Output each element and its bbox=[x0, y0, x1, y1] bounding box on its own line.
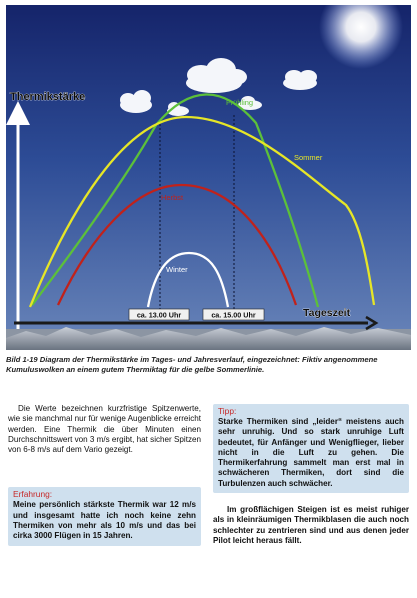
time-marker-label-1300: ca. 13.00 Uhr bbox=[136, 310, 182, 320]
experience-box-text: Meine persönlich stärkste Thermik war 12 m/s und insgesamt hatte ich noch keine zehn Thermiken von mehr als 10 m/s und das bei cirka 3000 Flügen in 15 Jahren. bbox=[13, 500, 196, 541]
x-axis-label: Tageszeit bbox=[303, 307, 351, 319]
label-fruehling: Frühling bbox=[226, 98, 254, 107]
cloud-icon bbox=[283, 70, 317, 90]
tip-box-text: Starke Thermiken sind „leider“ meistens auch sehr unruhig. Und so stark unruhige Luft bedeutet, für Anfänger und Wenigflieger, lieber nicht in die Luft zu gehen. Die Thermikerfahrung sammelt man erst mal in schwächeren Thermiken, dort sind die Turbulenzen auch schwächer. bbox=[218, 417, 404, 488]
tip-box bbox=[213, 404, 409, 493]
experience-box-title: Erfahrung: bbox=[13, 489, 53, 500]
experience-box bbox=[8, 487, 201, 545]
right-paragraph: Im großflächigen Steigen ist es meist ruhiger als in kleinräumigen Thermikblasen die auch noch schlechter zu zentrieren sind und aus denen jeder Pilot leicht heraus fällt. bbox=[213, 505, 409, 545]
figure-caption: Bild 1-19 Diagram der Thermikstärke im Tages- und Jahresverlauf, eingezeichnet: Fiktiv angenommene Kumuluswolken an einem gutem Thermiktag für die gelbe Sommerlinie. bbox=[6, 355, 378, 374]
label-herbst: Herbst bbox=[161, 193, 184, 202]
tip-box-title: Tipp: bbox=[218, 406, 237, 416]
left-paragraph: Die Werte bezeichnen kurzfristige Spitzenwerte, wie sie manchmal nur für wenige Augenblicke erreicht werden. Eine Thermik die über Minuten einen Durchschnittswert von 3 m/s ergibt, hat sicher Spitzen von 6-8 m/s auf dem Vario gezeigt. bbox=[8, 404, 201, 455]
right-column bbox=[213, 404, 409, 546]
mountain-strip bbox=[6, 327, 411, 350]
y-axis-label: Thermikstärke bbox=[10, 91, 86, 103]
time-marker-label-1500: ca. 15.00 Uhr bbox=[211, 310, 256, 320]
label-sommer: Sommer bbox=[294, 153, 323, 162]
diagram-canvas bbox=[6, 5, 411, 350]
label-winter: Winter bbox=[166, 265, 188, 274]
left-column bbox=[8, 404, 201, 546]
thermal-diagram bbox=[6, 5, 411, 350]
